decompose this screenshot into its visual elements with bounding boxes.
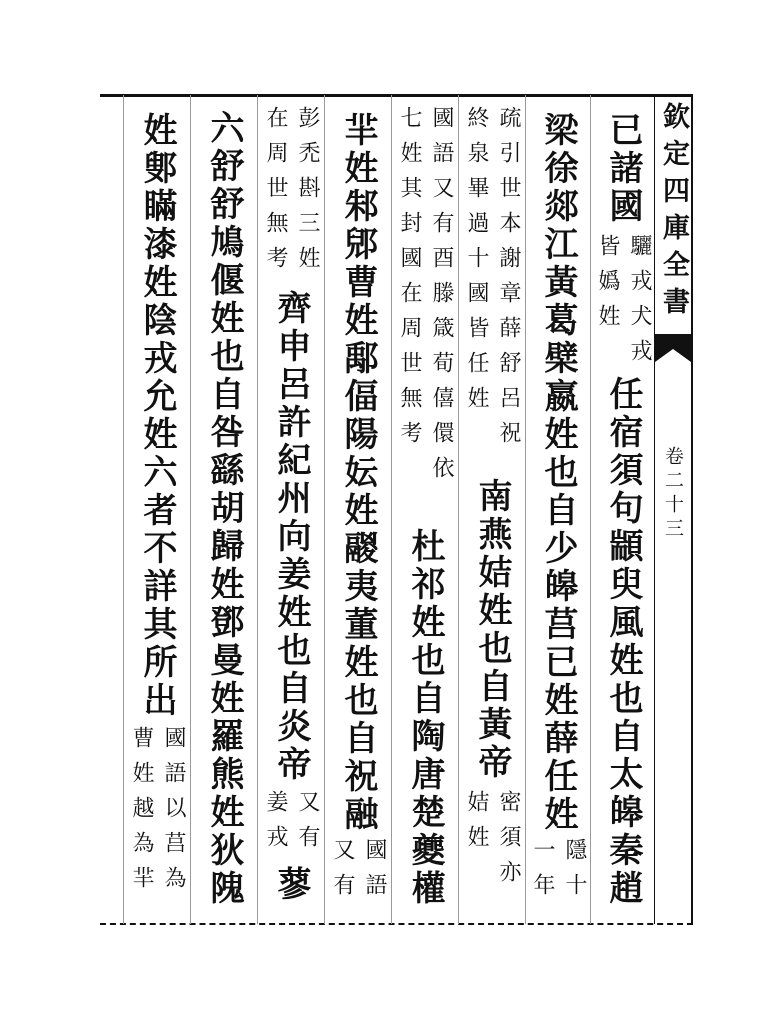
annotation-left: 皆嬀姓 bbox=[595, 234, 620, 339]
main-text: 羋姓邾郳曹姓鄅偪陽妘姓鬷夷董姓也自祝融 bbox=[338, 112, 378, 834]
main-text: 杜祁姓也自陶唐楚夔權 bbox=[405, 528, 445, 908]
annotation-left: 曹姓越為羋 bbox=[129, 726, 154, 901]
annotation-left: 姞姓 bbox=[464, 790, 489, 860]
main-text: 任宿須句顓臾風姓也自太皞秦趙 bbox=[603, 376, 643, 908]
main-text: 姓鄋瞞漆姓陰戎允姓六者不詳其所出 bbox=[137, 112, 177, 720]
annotation-left: 又有 bbox=[330, 838, 355, 908]
text-column-5 bbox=[325, 0, 391, 1024]
annotation-left: 在周世無考 bbox=[263, 106, 288, 281]
annotation-right: 國語又有酉滕箴荀僖儇依 bbox=[429, 106, 454, 491]
right-frame-line bbox=[691, 95, 693, 924]
text-column-1 bbox=[590, 0, 656, 1024]
main-text: 已諸國 bbox=[603, 112, 643, 226]
volume-number: 卷二十三 bbox=[662, 446, 684, 542]
text-column-4 bbox=[392, 0, 458, 1024]
annotation-right: 疏引世本謝章薛舒呂祝 bbox=[496, 106, 521, 456]
annotation-left: 終泉畢過十國皆任姓 bbox=[464, 106, 489, 421]
main-text: 梁徐郯江黃葛檗嬴姓也自少皞莒已姓薛任姓 bbox=[538, 112, 578, 834]
annotation-right: 隱十 bbox=[562, 838, 587, 908]
annotation-right: 國語以莒為 bbox=[161, 726, 186, 901]
annotation-right: 又有 bbox=[295, 790, 320, 860]
annotation-right: 國語 bbox=[362, 838, 387, 908]
fish-tail-mark bbox=[655, 334, 691, 362]
text-column-2 bbox=[525, 0, 591, 1024]
annotation-right: 密須亦 bbox=[496, 790, 521, 895]
annotation-right: 彭禿斟三姓 bbox=[295, 106, 320, 281]
text-column-6 bbox=[258, 0, 324, 1024]
text-column-8 bbox=[124, 0, 190, 1024]
text-column-7 bbox=[191, 0, 257, 1024]
annotation-right: 驪戎犬戎 bbox=[627, 234, 652, 374]
book-title: 欽定四庫全書 bbox=[658, 102, 689, 324]
main-text: 齊申呂許紀州向姜姓也自炎帝 bbox=[271, 290, 311, 784]
annotation-left: 一年 bbox=[530, 838, 555, 908]
text-column-3 bbox=[459, 0, 525, 1024]
main-text: 蓼 bbox=[271, 866, 311, 904]
annotation-left: 姜戎 bbox=[263, 790, 288, 860]
annotation-left: 七姓其封國在周世無考 bbox=[397, 106, 422, 456]
main-text: 南燕姞姓也自黃帝 bbox=[472, 478, 512, 782]
main-text: 六舒舒鳩偃姓也自咎繇胡歸姓鄧曼姓羅熊姓狄隗 bbox=[204, 110, 244, 908]
